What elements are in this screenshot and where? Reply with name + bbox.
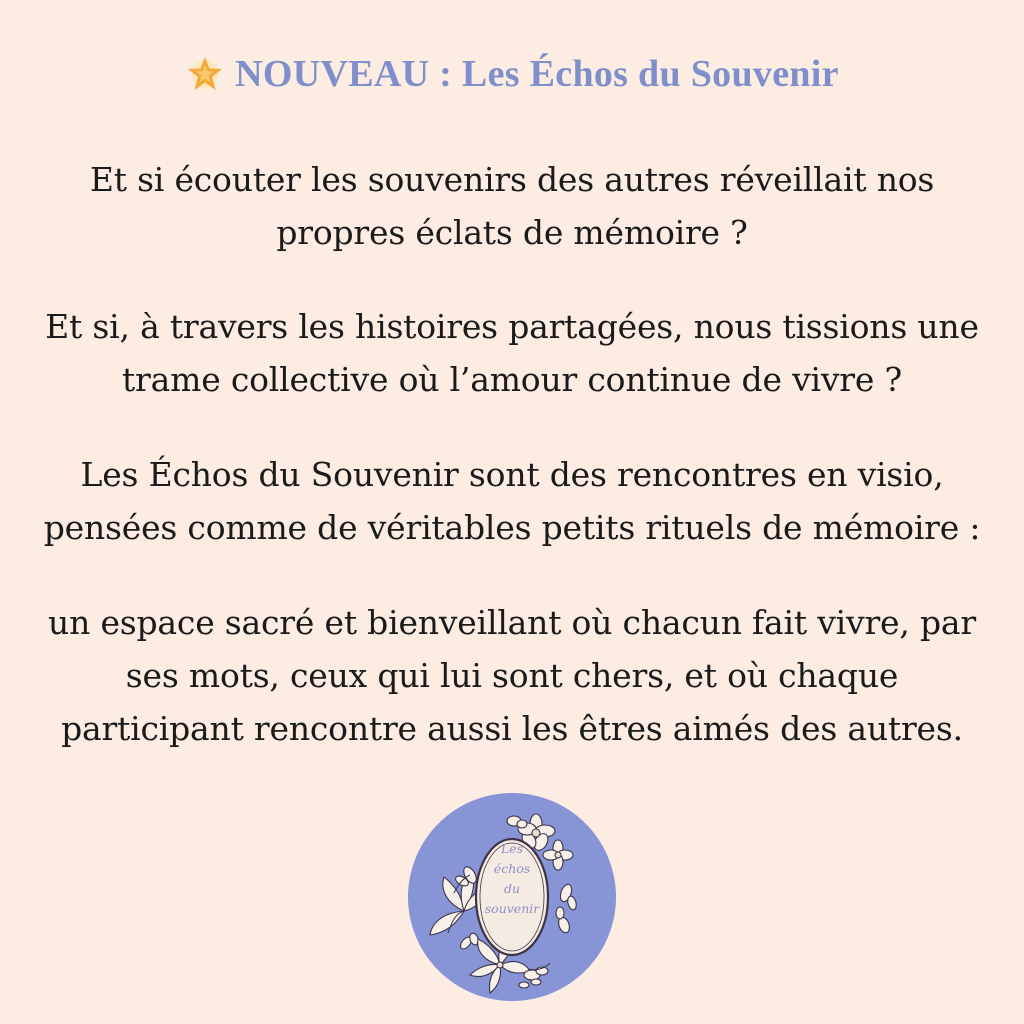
sparkle-star-icon <box>185 54 225 94</box>
paragraph-description <box>0 448 1024 554</box>
paragraph-line: Et si, à travers les histoires partagées, nous tissions une <box>45 307 979 346</box>
logo-text-line: du <box>503 881 521 896</box>
paragraph-line: ses mots, ceux qui lui sont chers, et où chaque <box>125 656 899 695</box>
logo-text-line: souvenir <box>484 901 540 916</box>
paragraph-question-memories <box>0 153 1024 259</box>
headline-title: NOUVEAU : Les Échos du Souvenir <box>235 53 839 95</box>
paragraph-line: trame collective où l’amour continue de vivre ? <box>122 360 902 399</box>
paragraph-line: propres éclats de mémoire ? <box>276 213 748 252</box>
paragraph-line: participant rencontre aussi les êtres aimés des autres. <box>61 709 963 748</box>
headline <box>0 52 1024 96</box>
paragraph-question-shared-stories <box>0 300 1024 406</box>
logo-text-line: échos <box>493 861 531 876</box>
logo <box>408 793 616 1001</box>
paragraph-line: Les Échos du Souvenir sont des rencontres en visio, <box>80 455 944 494</box>
logo-text-line: Les <box>500 841 524 856</box>
paragraph-sacred-space <box>0 596 1024 755</box>
paragraph-line: Et si écouter les souvenirs des autres réveillait nos <box>89 160 935 199</box>
paragraph-line: un espace sacré et bienveillant où chacun fait vivre, par <box>48 603 976 642</box>
paragraph-line: pensées comme de véritables petits rituels de mémoire : <box>43 508 981 547</box>
logo-text <box>408 839 616 919</box>
